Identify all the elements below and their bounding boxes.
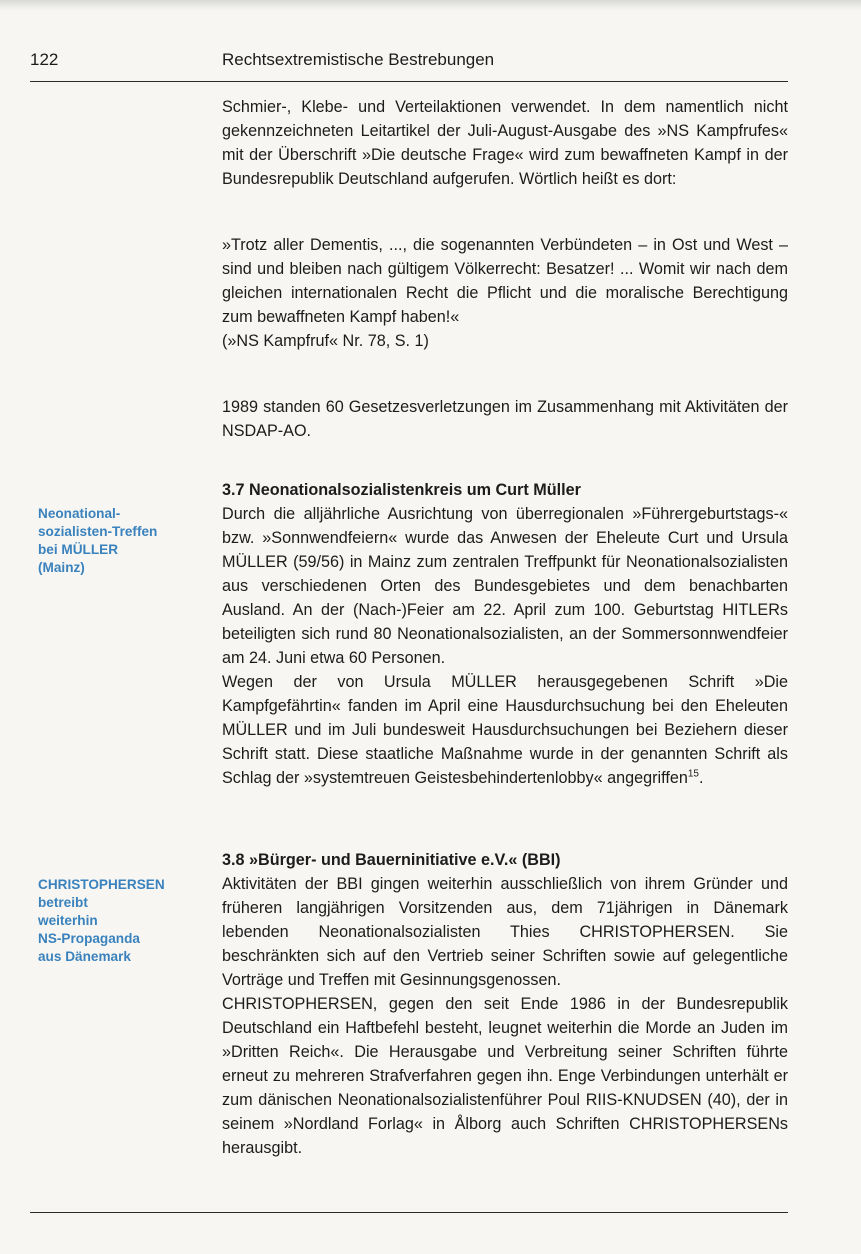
section-3-7: [222, 478, 788, 790]
section-3-7-paragraph-1: Durch die alljährliche Ausrichtung von überregionalen »Führergeburtstags-« bzw. »Sonnwendfeiern« wurde das Anwesen der Eheleute Curt und Ursula MÜLLER (59/56) in Mainz zum zentralen Treffpunkt für Neonationalsozialisten aus verschiedenen Orten des Bundesgebietes und dem benachbarten Ausland. An der (Nach-)Feier am 22. April zum 100. Geburtstag HITLERs beteiligten sich rund 80 Neonationalsozialisten, an der Sommersonnwendfeier am 24. Juni etwa 60 Personen.: [222, 505, 788, 667]
section-3-7-paragraph-2: Wegen der von Ursula MÜLLER herausgegebenen Schrift »Die Kampfgefährtin« fanden im April eine Hausdurchsuchung bei den Eheleuten MÜLLER und im Juli bundesweit Hausdurchsuchungen bei Beziehern dieser Schrift statt. Diese staatliche Maßnahme wurde in der genannten Schrift als Schlag der »systemtreuen Geistesbehindertenlobby« angegriffen$^{15}$.: [222, 673, 788, 787]
scan-top-edge: [0, 0, 861, 10]
margin-note-3-7: Neonational- sozialisten-Treffen bei MÜLLER (Mainz): [38, 506, 158, 575]
section-3-8-paragraph-2: CHRISTOPHERSEN, gegen den seit Ende 1986 in der Bundesrepublik Deutschland ein Haftbefehl besteht, leugnet weiterhin die Morde an Juden im »Dritten Reich«. Die Herausgabe und Verbreitung seiner Schriften führte erneut zu mehreren Strafverfahren gegen ihn. Enge Verbindungen unterhält er zum dänischen Neonationalsozialistenführer Poul RIIS-KNUDSEN (40), der in seinem »Nordland Forlag« in Ålborg auch Schriften CHRISTOPHERSENs herausgibt.: [222, 995, 788, 1157]
header-rule: [30, 81, 788, 82]
quote-text: »Trotz aller Dementis, ..., die sogenannten Verbündeten – in Ost und West – sind und bleiben nach gültigem Völkerrecht: Besatzer! ... Womit wir nach dem gleichen internationalen Recht die Pflicht und die moralische Berechtigung zum bewaffneten Kampf haben!«: [222, 236, 788, 326]
margin-note-3-8: CHRISTOPHERSEN betreibt weiterhin NS-Propaganda aus Dänemark: [38, 877, 165, 964]
section-heading-3-7: 3.7 Neonationalsozialistenkreis um Curt Müller: [222, 481, 581, 499]
page-header: [0, 50, 861, 80]
quote-source: (»NS Kampfruf« Nr. 78, S. 1): [222, 332, 429, 350]
page-number: 122: [30, 50, 59, 69]
intro-summary: 1989 standen 60 Gesetzesverletzungen im Zusammenhang mit Aktivitäten der NSDAP-AO.: [222, 398, 788, 440]
footnote-ref: 15: [687, 768, 699, 780]
block-quote: [222, 233, 788, 353]
running-title: Rechtsextremistische Bestrebungen: [222, 50, 495, 69]
intro-paragraph: Schmier-, Klebe- und Verteilaktionen verwendet. In dem namentlich nicht gekennzeichneten Leitartikel der Juli-August-Ausgabe des »NS Kampfrufes« mit der Überschrift »Die deutsche Frage« wird zum bewaffneten Kampf in der Bundesrepublik Deutschland aufgerufen. Wörtlich heißt es dort:: [222, 98, 788, 188]
section-3-8-paragraph-1: Aktivitäten der BBI gingen weiterhin ausschließlich von ihrem Gründer und früheren langjährigen Vorsitzenden aus, dem 71jährigen in Dänemark lebenden Neonationalsozialisten Thies CHRISTOPHERSEN. Sie beschränkten sich auf den Vertrieb seiner Schriften sowie auf gelegentliche Vorträge und Treffen mit Gesinnungsgenossen.: [222, 875, 788, 989]
section-3-8: [222, 848, 788, 1160]
section-heading-3-8: 3.8 »Bürger- und Bauerninitiative e.V.« (BBI): [222, 851, 561, 869]
footer-rule: [30, 1212, 788, 1213]
